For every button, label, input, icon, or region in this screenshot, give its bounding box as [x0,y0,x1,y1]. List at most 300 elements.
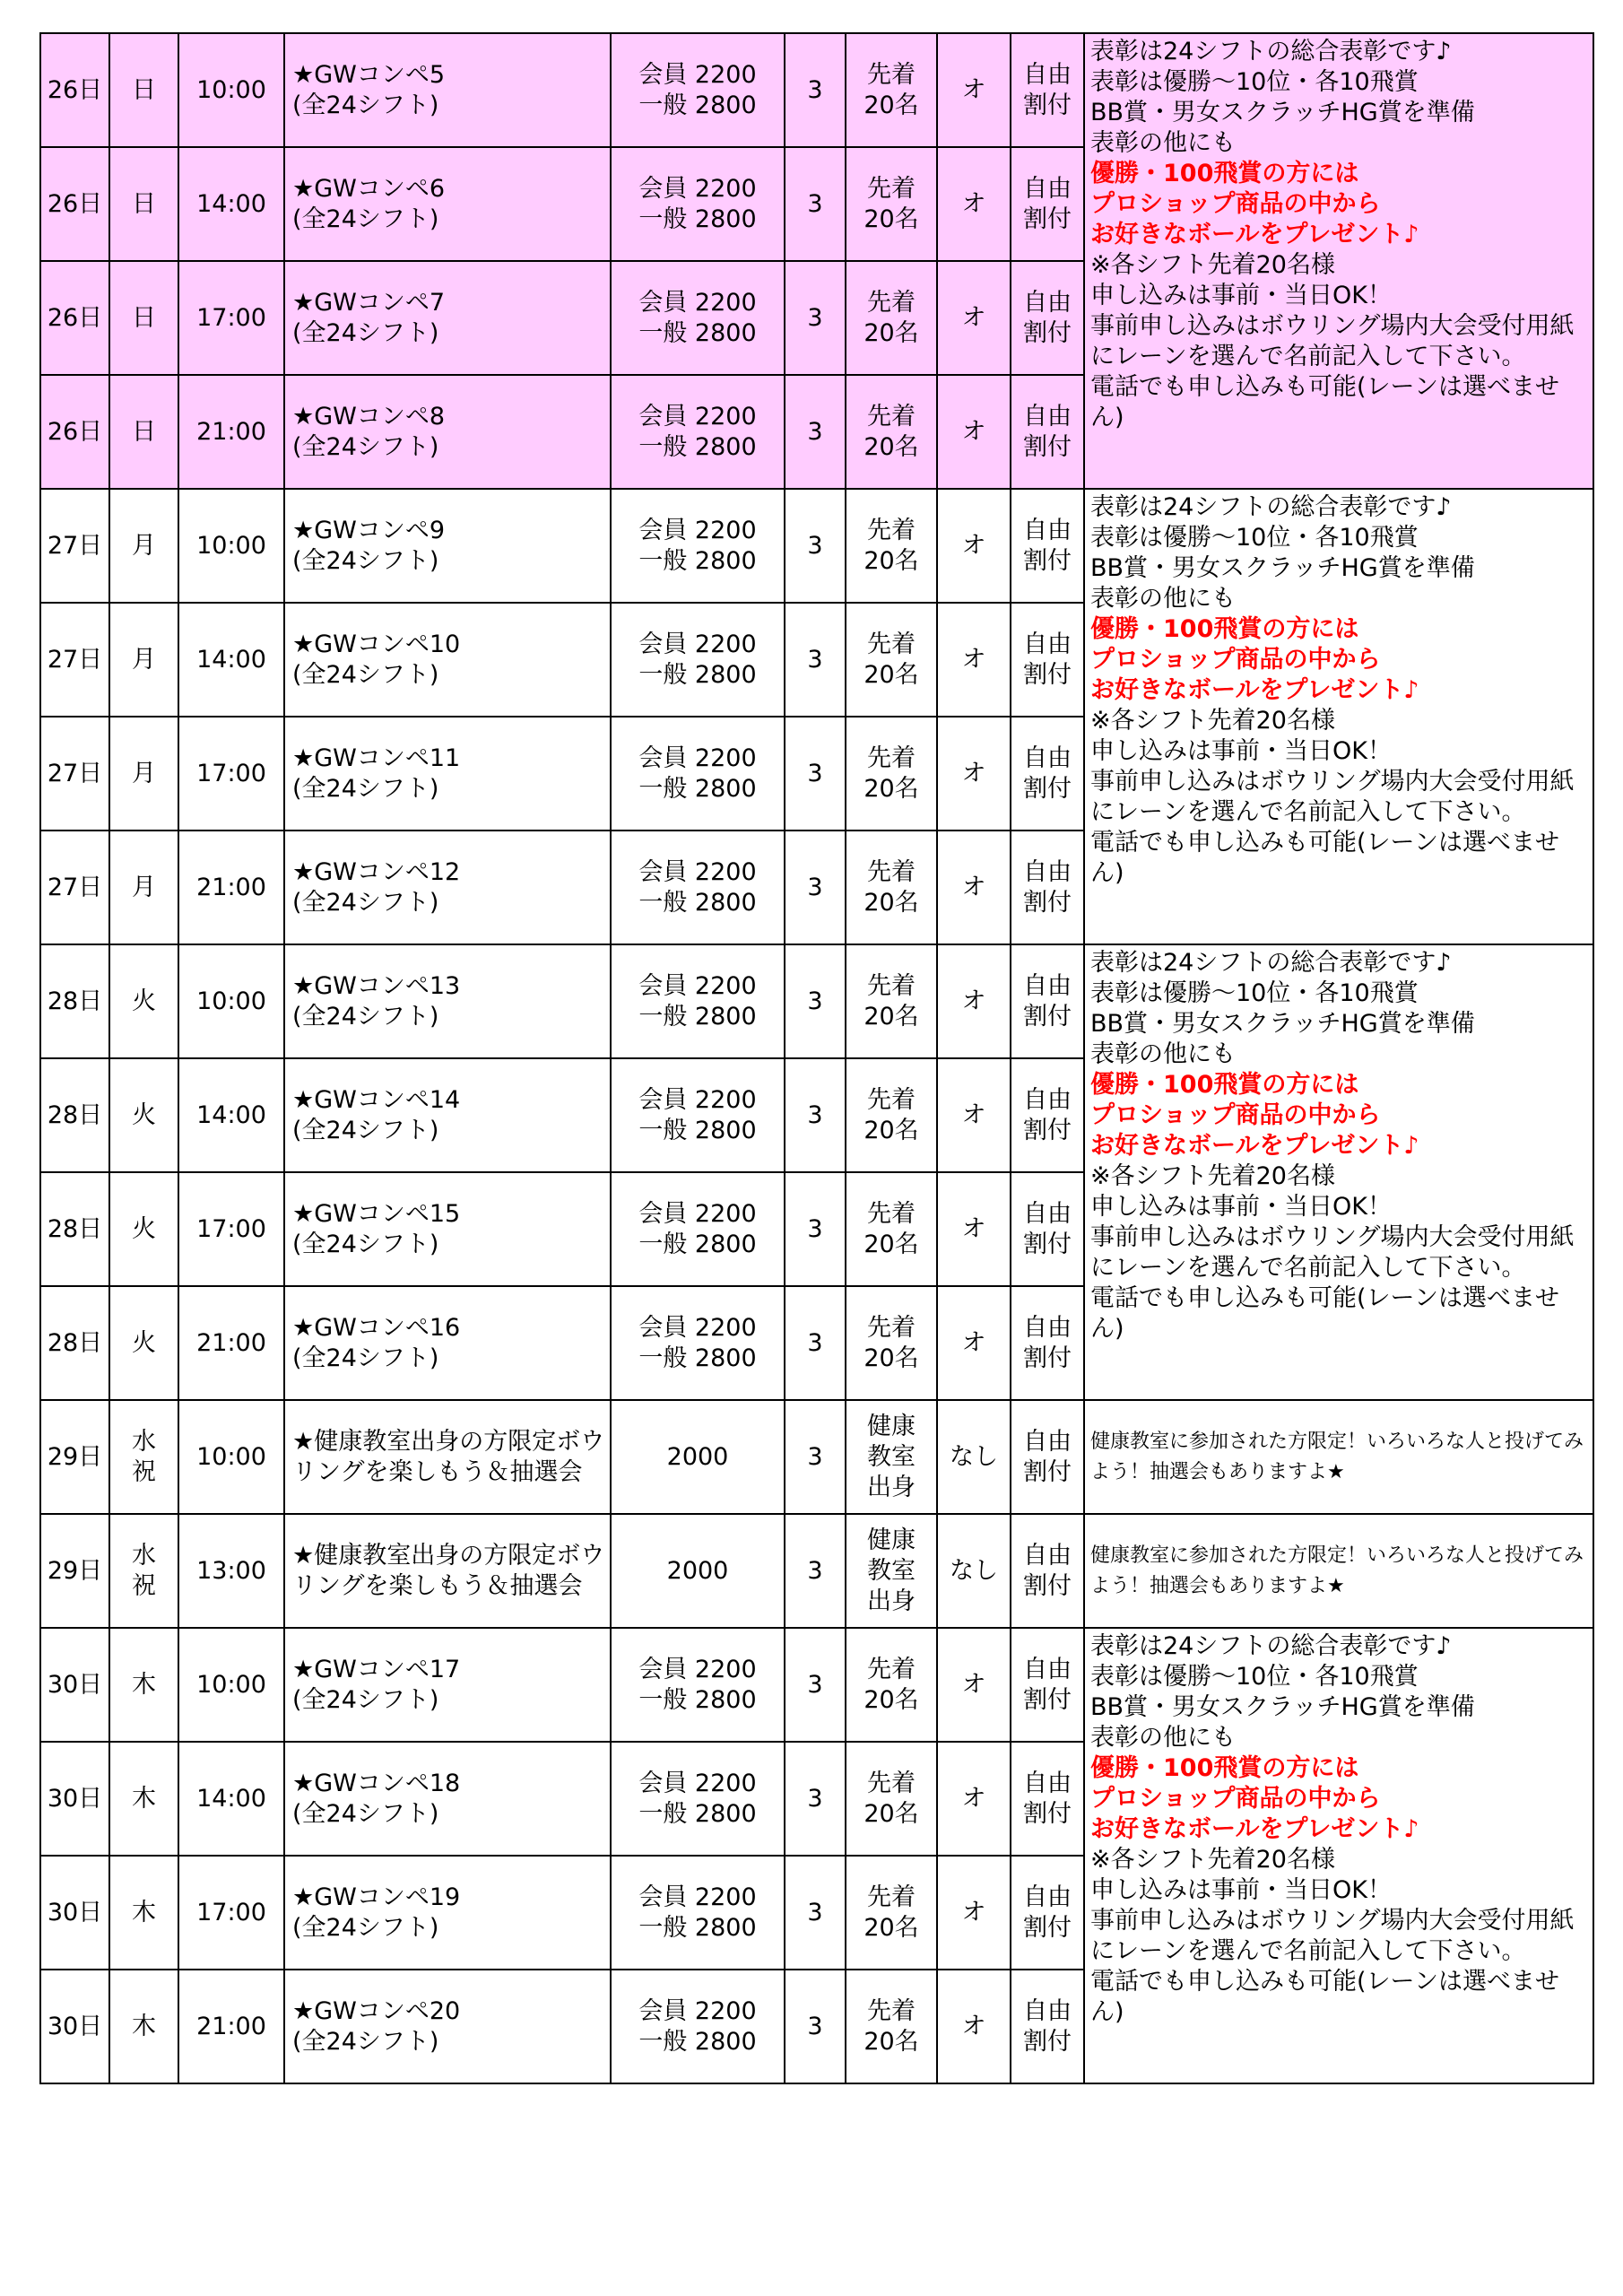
time-cell: 17:00 [178,261,284,375]
text-line: 表彰は優勝～10位・各10飛賞 [1090,1663,1419,1691]
fee-cell [611,1742,785,1856]
text-line: 一般 2800 [638,1116,757,1144]
text-line: 20名 [864,1913,919,1942]
weekday-cell [109,1514,178,1628]
text-line: 先着 [867,60,916,89]
text-line: 先着 [867,857,916,886]
fee-cell [611,1286,785,1400]
text-line: 表彰の他にも [1090,585,1236,613]
text-line: 表彰は24シフトの総合表彰です♪ [1090,1632,1452,1660]
fee-cell: 2000 [611,1400,785,1514]
games-cell: 3 [785,1742,846,1856]
capacity-cell [846,489,937,603]
games-cell: 3 [785,603,846,717]
weekday-cell: 日 [109,375,178,489]
day-cell: 27日 [40,717,109,831]
text-line: 一般 2800 [638,1002,757,1031]
text-line: 割付 [1023,546,1072,575]
text-line: 20名 [864,1230,919,1258]
text-line: ★GWコンペ17 [292,1655,461,1683]
text-line: 自由 [1023,1199,1072,1228]
games-cell: 3 [785,1628,846,1742]
capacity-cell [846,1058,937,1172]
time-cell: 13:00 [178,1514,284,1628]
text-line: 会員 2200 [638,1313,757,1342]
time-cell: 21:00 [178,831,284,944]
text-line: 割付 [1023,1230,1072,1258]
text-line: 20名 [864,2027,919,2056]
day-cell: 27日 [40,831,109,944]
text-line: 一般 2800 [638,1799,757,1828]
text-line: ★GWコンペ13 [292,971,461,1000]
text-line: 表彰の他にも [1090,1040,1236,1068]
handicap-cell [1011,489,1084,603]
text-line: ★GWコンペ15 [292,1199,461,1228]
time-cell: 14:00 [178,1742,284,1856]
capacity-cell [846,1856,937,1970]
text-line: 会員 2200 [638,1085,757,1114]
text-line: 先着 [867,516,916,544]
handicap-cell [1011,1628,1084,1742]
capacity-cell [846,1628,937,1742]
text-line: 優勝・100飛賞の方には [1090,1071,1359,1099]
fee-cell [611,717,785,831]
capacity-cell [846,1286,937,1400]
text-line: 割付 [1023,204,1072,233]
text-line: 健康教室に参加された方限定！いろいろな人と投げてみよう！抽選会もありますよ★ [1090,1430,1584,1483]
text-line: 一般 2800 [638,1344,757,1372]
text-line: お好きなボールをプレゼント♪ [1090,221,1419,248]
day-cell: 28日 [40,944,109,1058]
text-line: (全24シフト) [292,1230,439,1258]
weekday-cell: 木 [109,1970,178,2083]
text-line: ★GWコンペ9 [292,516,446,544]
games-cell: 3 [785,1058,846,1172]
time-cell: 21:00 [178,1286,284,1400]
text-line: 割付 [1023,660,1072,689]
games-cell: 3 [785,147,846,261]
text-line: 自由 [1023,1313,1072,1342]
text-line: BB賞・男女スクラッチHG賞を準備 [1090,1693,1475,1721]
text-line: 水 [132,1541,156,1570]
games-cell: 3 [785,489,846,603]
event-title-cell [284,1514,611,1628]
capacity-cell [846,33,937,147]
schedule-table-container [39,32,1593,2084]
text-line: 会員 2200 [638,744,757,772]
text-line: (全24シフト) [292,1913,439,1942]
text-line: 自由 [1023,1427,1072,1456]
text-line: 会員 2200 [638,174,757,203]
handicap-cell [1011,717,1084,831]
lane-cell: オ [937,1628,1011,1742]
weekday-cell: 火 [109,944,178,1058]
handicap-cell [1011,944,1084,1058]
text-line: 自由 [1023,60,1072,89]
text-line: 表彰は優勝～10位・各10飛賞 [1090,979,1419,1007]
text-line: 先着 [867,402,916,430]
day-cell: 30日 [40,1856,109,1970]
handicap-cell [1011,261,1084,375]
text-line: 健康 [867,1526,916,1554]
text-line: ※各シフト先着20名様 [1090,251,1335,279]
text-line: 先着 [867,1085,916,1114]
text-line: 表彰は24シフトの総合表彰です♪ [1090,493,1452,521]
text-line: 先着 [867,288,916,317]
handicap-cell [1011,1970,1084,2083]
text-line: 一般 2800 [638,774,757,803]
weekday-cell: 日 [109,147,178,261]
text-line: 20名 [864,546,919,575]
text-line: 祝 [132,1571,156,1600]
fee-cell [611,1172,785,1286]
weekday-cell: 火 [109,1172,178,1286]
day-cell: 28日 [40,1286,109,1400]
weekday-cell: 月 [109,831,178,944]
table-row [40,489,1593,603]
text-line: プロショップ商品の中から [1090,1101,1381,1129]
text-line: 先着 [867,1313,916,1342]
handicap-cell [1011,603,1084,717]
notes-cell [1084,944,1593,1400]
text-line: 会員 2200 [638,857,757,886]
text-line: 表彰は24シフトの総合表彰です♪ [1090,38,1452,65]
text-line: 20名 [864,318,919,347]
fee-cell [611,1856,785,1970]
text-line: ★健康教室出身の方限定ボウリングを楽しもう＆抽選会 [292,1541,605,1600]
text-line: 自由 [1023,971,1072,1000]
text-line: プロショップ商品の中から [1090,1785,1381,1813]
text-line: 先着 [867,971,916,1000]
event-title-cell [284,1058,611,1172]
weekday-cell: 火 [109,1286,178,1400]
text-line: ※各シフト先着20名様 [1090,707,1335,735]
event-title-cell [284,261,611,375]
text-line: 一般 2800 [638,204,757,233]
fee-cell [611,375,785,489]
text-line: 先着 [867,744,916,772]
fee-cell [611,1970,785,2083]
text-line: 会員 2200 [638,402,757,430]
weekday-cell: 火 [109,1058,178,1172]
text-line: 割付 [1023,91,1072,119]
lane-cell: オ [937,489,1011,603]
text-line: BB賞・男女スクラッチHG賞を準備 [1090,99,1475,126]
text-line: 割付 [1023,1685,1072,1714]
capacity-cell [846,603,937,717]
text-line: (全24シフト) [292,660,439,689]
text-line: 会員 2200 [638,1199,757,1228]
text-line: 20名 [864,204,919,233]
time-cell: 10:00 [178,33,284,147]
notes-cell [1084,33,1593,489]
text-line: (全24シフト) [292,432,439,461]
text-line: 割付 [1023,432,1072,461]
text-line: プロショップ商品の中から [1090,646,1381,674]
capacity-cell [846,717,937,831]
text-line: 教室 [867,1442,916,1471]
games-cell: 3 [785,261,846,375]
lane-cell: オ [937,375,1011,489]
text-line: 先着 [867,1655,916,1683]
weekday-cell: 月 [109,603,178,717]
text-line: (全24シフト) [292,1799,439,1828]
text-line: 会員 2200 [638,288,757,317]
schedule-body [40,33,1593,2083]
capacity-cell [846,944,937,1058]
event-title-cell [284,1970,611,2083]
text-line: 祝 [132,1457,156,1486]
text-line: 一般 2800 [638,2027,757,2056]
text-line: お好きなボールをプレゼント♪ [1090,676,1419,704]
event-title-cell [284,1286,611,1400]
time-cell: 17:00 [178,717,284,831]
text-line: 自由 [1023,1883,1072,1911]
text-line: 先着 [867,1996,916,2025]
table-row [40,944,1593,1058]
weekday-cell: 木 [109,1628,178,1742]
lane-cell: オ [937,33,1011,147]
text-line: 事前申し込みはボウリング場内大会受付用紙にレーンを選んで名前記入して下さい。 [1090,768,1575,826]
text-line: (全24シフト) [292,888,439,917]
text-line: ★GWコンペ8 [292,402,446,430]
notes-cell [1084,489,1593,944]
text-line: 先着 [867,630,916,658]
time-cell: 14:00 [178,603,284,717]
text-line: 自由 [1023,288,1072,317]
text-line: 20名 [864,1344,919,1372]
text-line: 一般 2800 [638,432,757,461]
lane-cell: なし [937,1514,1011,1628]
lane-cell: オ [937,1742,1011,1856]
text-line: 電話でも申し込みも可能(レーンは選べません) [1090,1284,1559,1343]
weekday-cell: 木 [109,1742,178,1856]
weekday-cell: 日 [109,261,178,375]
text-line: 割付 [1023,1571,1072,1600]
text-line: 先着 [867,1769,916,1797]
table-row [40,1400,1593,1514]
text-line: 一般 2800 [638,91,757,119]
text-line: 教室 [867,1556,916,1585]
text-line: 先着 [867,1883,916,1911]
event-title-cell [284,603,611,717]
text-line: (全24シフト) [292,546,439,575]
text-line: 自由 [1023,1769,1072,1797]
text-line: 割付 [1023,1457,1072,1486]
text-line: 自由 [1023,744,1072,772]
text-line: 一般 2800 [638,1230,757,1258]
text-line: 割付 [1023,1344,1072,1372]
day-cell: 27日 [40,603,109,717]
text-line: 一般 2800 [638,1685,757,1714]
day-cell: 28日 [40,1058,109,1172]
handicap-cell [1011,831,1084,944]
capacity-cell [846,1742,937,1856]
text-line: 自由 [1023,516,1072,544]
text-line: (全24シフト) [292,1685,439,1714]
text-line: 出身 [867,1473,916,1501]
text-line: 20名 [864,1685,919,1714]
handicap-cell [1011,1514,1084,1628]
lane-cell: オ [937,717,1011,831]
text-line: 健康教室に参加された方限定！いろいろな人と投げてみよう！抽選会もありますよ★ [1090,1544,1584,1597]
text-line: 申し込みは事前・当日OK！ [1090,1193,1392,1221]
text-line: 一般 2800 [638,1913,757,1942]
games-cell: 3 [785,1856,846,1970]
text-line: 表彰の他にも [1090,129,1236,157]
event-title-cell [284,1172,611,1286]
text-line: ★GWコンペ16 [292,1313,461,1342]
text-line: 表彰は24シフトの総合表彰です♪ [1090,949,1452,977]
text-line: 表彰の他にも [1090,1724,1236,1752]
text-line: 優勝・100飛賞の方には [1090,1754,1359,1782]
text-line: (全24シフト) [292,1116,439,1144]
day-cell: 30日 [40,1970,109,2083]
day-cell: 26日 [40,261,109,375]
text-line: 申し込みは事前・当日OK！ [1090,1876,1392,1904]
games-cell: 3 [785,375,846,489]
text-line: 表彰は優勝～10位・各10飛賞 [1090,524,1419,552]
text-line: 自由 [1023,857,1072,886]
text-line: ★GWコンペ10 [292,630,461,658]
text-line: ★GWコンペ7 [292,288,446,317]
time-cell: 10:00 [178,489,284,603]
text-line: 会員 2200 [638,971,757,1000]
games-cell: 3 [785,1286,846,1400]
text-line: 20名 [864,888,919,917]
handicap-cell [1011,1286,1084,1400]
text-line: お好きなボールをプレゼント♪ [1090,1132,1419,1160]
text-line: ※各シフト先着20名様 [1090,1162,1335,1190]
text-line: BB賞・男女スクラッチHG賞を準備 [1090,1010,1475,1038]
time-cell: 14:00 [178,147,284,261]
fee-cell [611,603,785,717]
lane-cell: オ [937,1172,1011,1286]
text-line: 20名 [864,91,919,119]
text-line: ★GWコンペ5 [292,60,446,89]
lane-cell: オ [937,147,1011,261]
event-title-cell [284,831,611,944]
event-title-cell [284,33,611,147]
text-line: (全24シフト) [292,318,439,347]
text-line: 20名 [864,660,919,689]
capacity-cell [846,831,937,944]
day-cell: 26日 [40,375,109,489]
capacity-cell [846,1970,937,2083]
text-line: 割付 [1023,1799,1072,1828]
text-line: 割付 [1023,2027,1072,2056]
text-line: ★健康教室出身の方限定ボウリングを楽しもう＆抽選会 [292,1427,605,1486]
text-line: (全24シフト) [292,2027,439,2056]
lane-cell: オ [937,1970,1011,2083]
lane-cell: オ [937,1058,1011,1172]
event-title-cell [284,1400,611,1514]
text-line: 割付 [1023,888,1072,917]
capacity-cell [846,1400,937,1514]
text-line: 一般 2800 [638,546,757,575]
text-line: 一般 2800 [638,888,757,917]
text-line: 一般 2800 [638,318,757,347]
notes-cell [1084,1628,1593,2083]
text-line: 一般 2800 [638,660,757,689]
text-line: 会員 2200 [638,1883,757,1911]
day-cell: 30日 [40,1742,109,1856]
text-line: ★GWコンペ6 [292,174,446,203]
text-line: 表彰は優勝～10位・各10飛賞 [1090,68,1419,96]
text-line: 20名 [864,1799,919,1828]
weekday-cell: 木 [109,1856,178,1970]
text-line: 割付 [1023,1913,1072,1942]
day-cell: 28日 [40,1172,109,1286]
text-line: ★GWコンペ20 [292,1996,461,2025]
text-line: 自由 [1023,1655,1072,1683]
day-cell: 26日 [40,33,109,147]
fee-cell [611,261,785,375]
capacity-cell [846,261,937,375]
text-line: ★GWコンペ18 [292,1769,461,1797]
fee-cell [611,944,785,1058]
text-line: 20名 [864,432,919,461]
lane-cell: オ [937,944,1011,1058]
text-line: 申し込みは事前・当日OK！ [1090,282,1392,309]
games-cell: 3 [785,944,846,1058]
games-cell: 3 [785,1970,846,2083]
lane-cell: オ [937,603,1011,717]
handicap-cell [1011,1400,1084,1514]
games-cell: 3 [785,33,846,147]
table-row [40,1628,1593,1742]
handicap-cell [1011,147,1084,261]
time-cell: 21:00 [178,1970,284,2083]
table-row [40,1514,1593,1628]
event-title-cell [284,944,611,1058]
handicap-cell [1011,1856,1084,1970]
text-line: BB賞・男女スクラッチHG賞を準備 [1090,554,1475,582]
lane-cell: なし [937,1400,1011,1514]
event-title-cell [284,489,611,603]
text-line: ★GWコンペ12 [292,857,461,886]
text-line: (全24シフト) [292,774,439,803]
weekday-cell: 月 [109,489,178,603]
text-line: 優勝・100飛賞の方には [1090,160,1359,187]
handicap-cell [1011,1172,1084,1286]
fee-cell [611,33,785,147]
text-line: 事前申し込みはボウリング場内大会受付用紙にレーンを選んで名前記入して下さい。 [1090,312,1575,370]
text-line: 割付 [1023,774,1072,803]
text-line: (全24シフト) [292,204,439,233]
lane-cell: オ [937,831,1011,944]
text-line: (全24シフト) [292,91,439,119]
text-line: (全24シフト) [292,1344,439,1372]
capacity-cell [846,147,937,261]
text-line: 申し込みは事前・当日OK！ [1090,737,1392,765]
text-line: (全24シフト) [292,1002,439,1031]
time-cell: 17:00 [178,1172,284,1286]
fee-cell [611,489,785,603]
text-line: お好きなボールをプレゼント♪ [1090,1815,1419,1843]
fee-cell [611,147,785,261]
text-line: 先着 [867,174,916,203]
text-line: ※各シフト先着20名様 [1090,1846,1335,1874]
text-line: 20名 [864,774,919,803]
text-line: ★GWコンペ19 [292,1883,461,1911]
text-line: 先着 [867,1199,916,1228]
event-title-cell [284,375,611,489]
text-line: 割付 [1023,1002,1072,1031]
text-line: 会員 2200 [638,630,757,658]
time-cell: 10:00 [178,1400,284,1514]
text-line: 優勝・100飛賞の方には [1090,615,1359,643]
